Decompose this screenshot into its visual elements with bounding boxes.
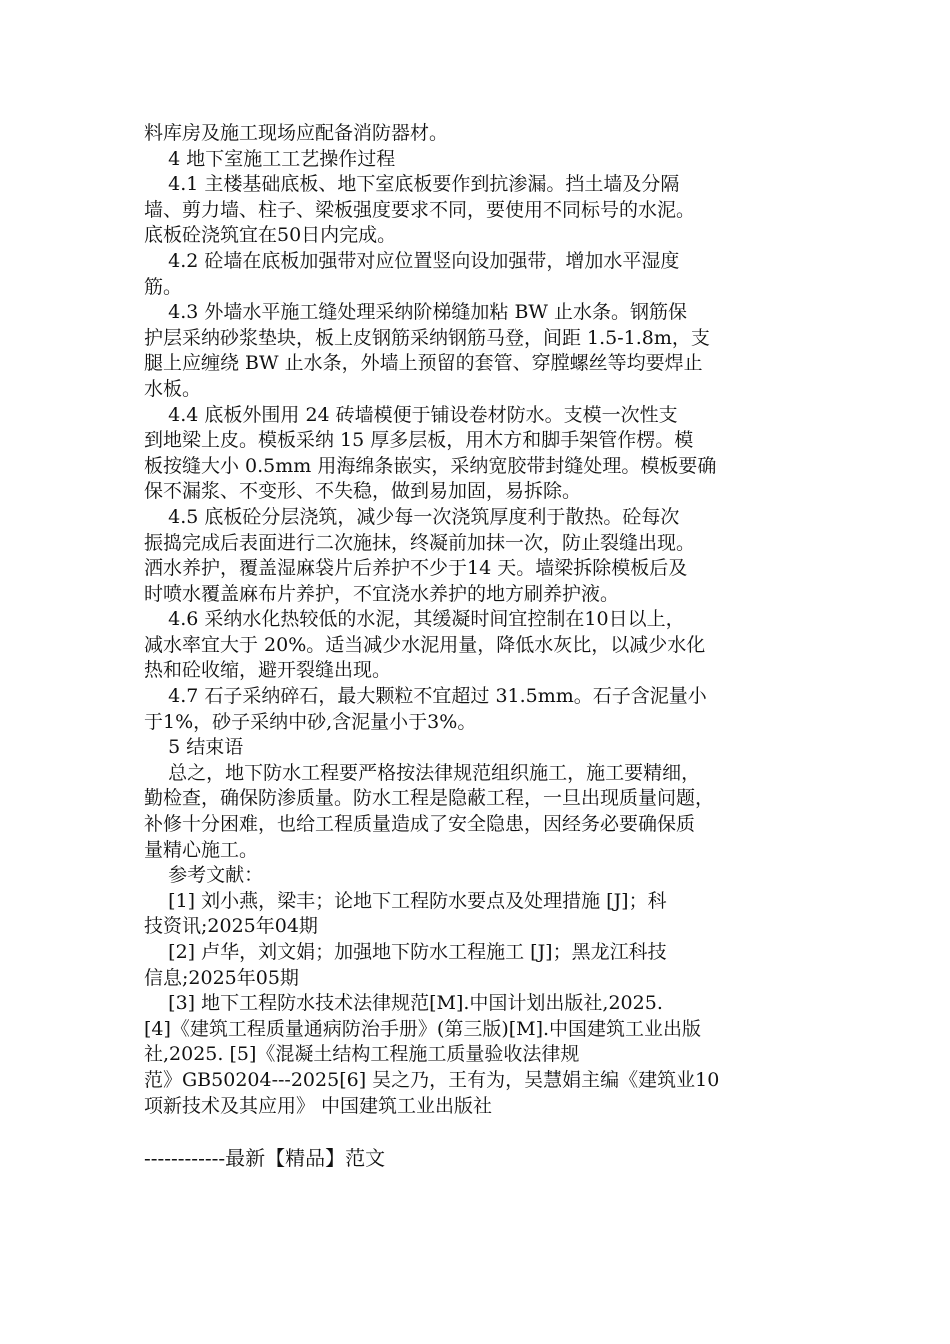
text-line: 勤检查，确保防渗质量。防水工程是隐蔽工程，一旦出现质量问题， [144,787,715,810]
text-line: 4.2 砼墙在底板加强带对应位置竖向设加强带，增加水平湿度 [144,249,680,272]
reference-line: [4]《建筑工程质量通病防治手册》(第三版)[M].中国建筑工业出版 [144,1017,702,1040]
text-line: 4.6 采纳水化热较低的水泥，其缓凝时间宜控制在10日以上， [144,608,685,631]
reference-line: 范》GB50204---2025[6] 吴之乃，王有为，吴慧娟主编《建筑业10 [144,1068,720,1091]
text-line: 于1%，砂子采纳中砂,含泥量小于3%。 [144,710,477,733]
text-line: 水板。 [144,377,202,400]
footer-text: ------------最新【精品】范文 [144,1146,386,1170]
text-line: 保不漏浆、不变形、不失稳，做到易加固，易拆除。 [144,480,582,503]
section-heading: 4 地下室施工工艺操作过程 [144,147,396,170]
text-line: 墙、剪力墙、柱子、梁板强度要求不同，要使用不同标号的水泥。 [144,198,696,221]
text-line: 4.3 外墙水平施工缝处理采纳阶梯缝加粘 BW 止水条。钢筋保 [144,301,687,324]
text-line: 减水率宜大于 20%。适当减少水泥用量，降低水灰比，以减少水化 [144,633,706,656]
text-line: 板按缝大小 0.5mm 用海绵条嵌实，采纳宽胶带封缝处理。模板要确 [144,454,717,477]
text-line: 振捣完成后表面进行二次施抹，终凝前加抹一次，防止裂缝出现。 [144,531,696,554]
text-line: 到地梁上皮。模板采纳 15 厚多层板，用木方和脚手架管作楞。模 [144,429,694,452]
text-line: 料库房及施工现场应配备消防器材。 [144,122,449,144]
text-line: 时喷水覆盖麻布片养护，不宜浇水养护的地方刷养护液。 [144,582,620,605]
reference-line: 项新技术及其应用》 中国建筑工业出版社 [144,1094,493,1117]
text-line: 4.1 主楼基础底板、地下室底板要作到抗渗漏。挡土墙及分隔 [144,173,680,196]
reference-line: 技资讯;2025年04期 [144,915,318,938]
text-line: 补修十分困难，也给工程质量造成了安全隐患，因经务必要确保质 [144,813,696,836]
text-line: 总之，地下防水工程要严格按法律规范组织施工，施工要精细， [144,761,701,784]
text-line: 热和砼收缩，避开裂缝出现。 [144,659,392,682]
text-line: 底板砼浇筑宜在50日内完成。 [144,224,397,247]
text-line: 4.7 石子采纳碎石，最大颗粒不宜超过 31.5mm。石子含泥量小 [144,685,707,708]
reference-line: [1] 刘小燕，梁丰；论地下工程防水要点及处理措施 [J]；科 [144,889,667,912]
reference-line: [3] 地下工程防水技术法律规范[M].中国计划出版社,2025. [144,992,663,1015]
section-heading: 5 结束语 [144,736,244,759]
reference-line: [2] 卢华，刘文娟；加强地下防水工程施工 [J]；黑龙江科技 [144,941,667,963]
text-line: 洒水养护，覆盖湿麻袋片后养护不少于14 天。墙梁拆除模板后及 [144,557,688,580]
text-line: 4.4 底板外围用 24 砖墙模便于铺设卷材防水。支模一次性支 [144,403,678,426]
text-line: 量精心施工。 [144,838,259,861]
reference-line: 信息;2025年05期 [144,966,299,989]
text-line: 筋。 [144,275,183,298]
reference-line: 社,2025. [5]《混凝土结构工程施工质量验收法律规 [144,1043,580,1066]
references-heading: 参考文献： [144,864,264,887]
document-body [144,121,808,1119]
text-line: 腿上应缠绕 BW 止水条，外墙上预留的套管、穿膛螺丝等均要焊止 [144,352,703,375]
text-line: 护层采纳砂浆垫块，板上皮钢筋采纳钢筋马登，间距 1.5-1.8m，支 [144,326,710,349]
text-line: 4.5 底板砼分层浇筑，减少每一次浇筑厚度利于散热。砼每次 [144,505,680,528]
